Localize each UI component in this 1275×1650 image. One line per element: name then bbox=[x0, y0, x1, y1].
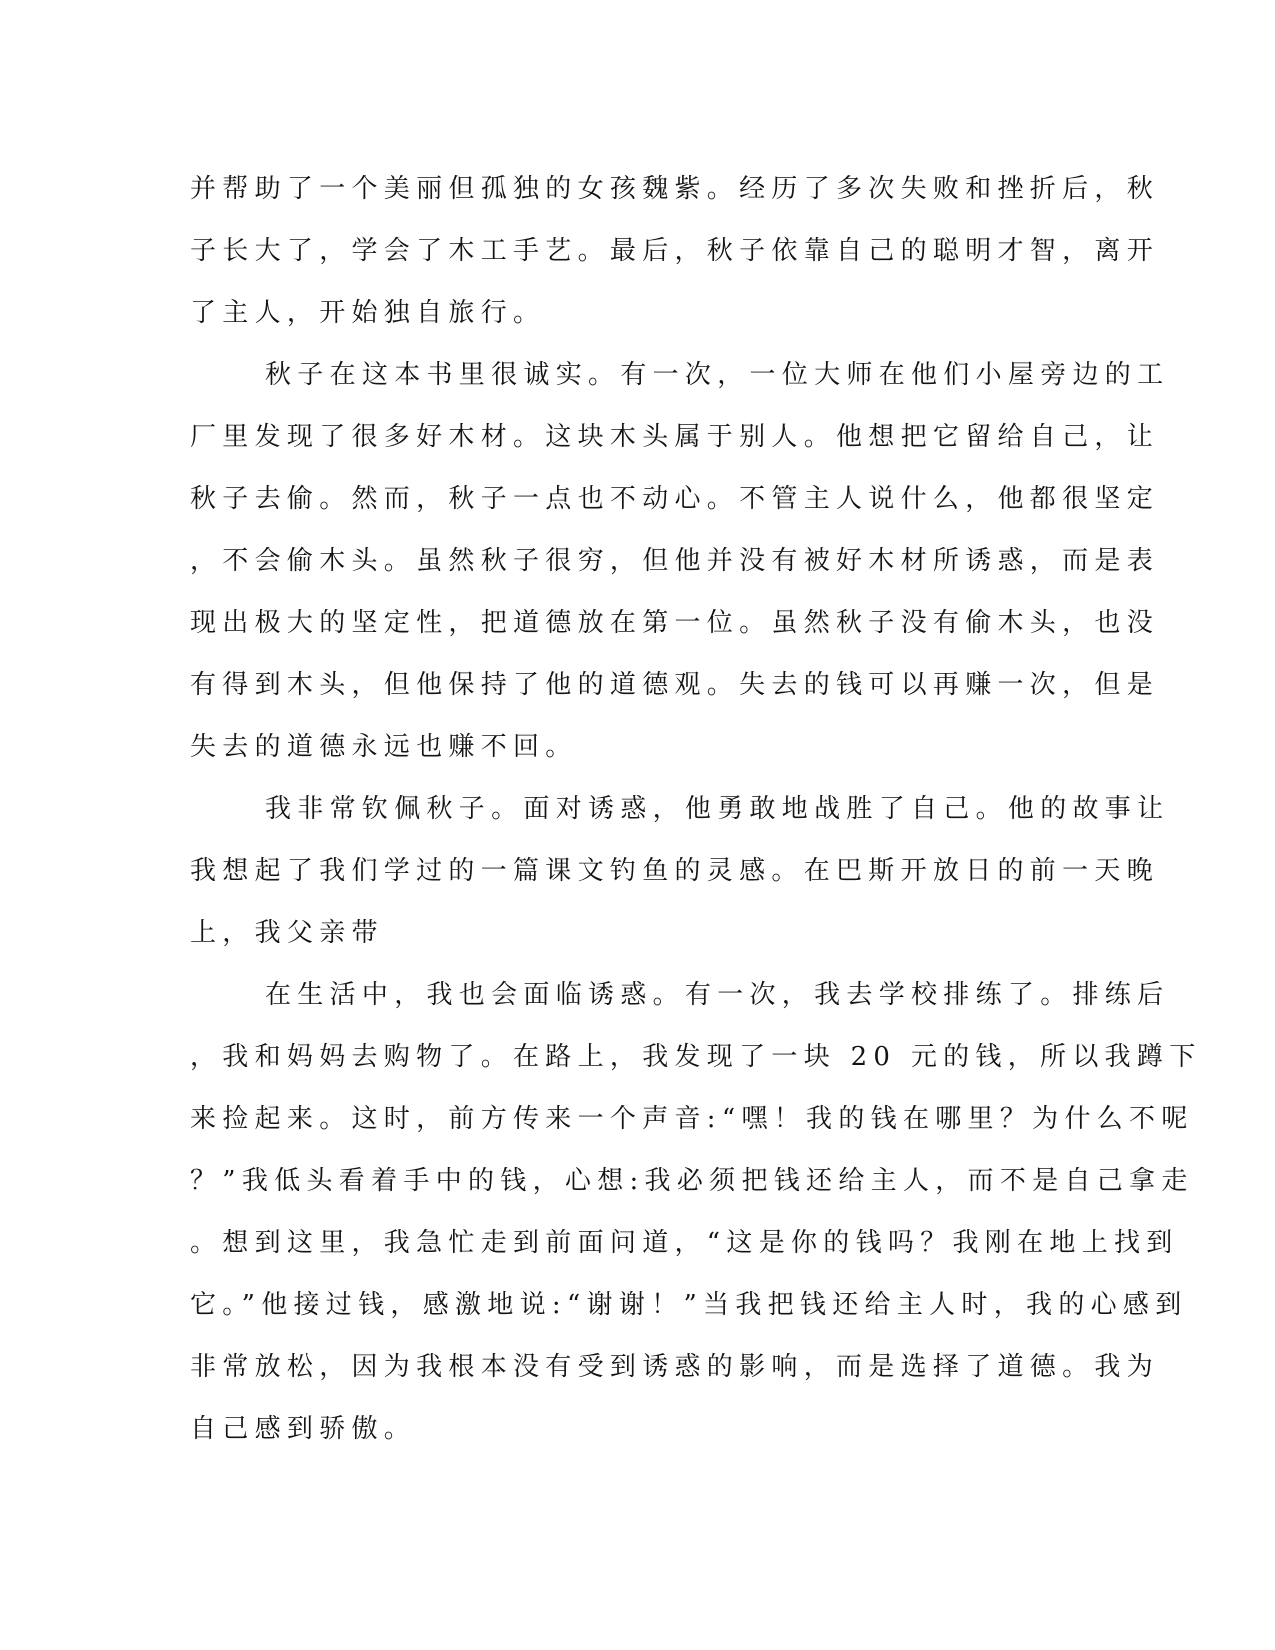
body-text bbox=[190, 158, 1202, 1460]
text-line: 了主人，开始独自旅行。 bbox=[190, 298, 546, 328]
text-line: 失去的道德永远也赚不回。 bbox=[190, 732, 578, 762]
text-line: 并帮助了一个美丽但孤独的女孩魏紫。经历了多次失败和挫折后，秋 bbox=[190, 174, 1160, 204]
text-line: ，我和妈妈去购物了。在路上，我发现了一块 20 元的钱，所以我蹲下 bbox=[190, 1042, 1202, 1072]
text-line: 秋子去偷。然而，秋子一点也不动心。不管主人说什么，他都很坚定 bbox=[190, 484, 1160, 514]
text-line: 上，我父亲带 bbox=[190, 918, 384, 948]
paragraph-2 bbox=[190, 344, 1170, 778]
text-line: 我非常钦佩秋子。面对诱惑，他勇敢地战胜了自己。他的故事让 bbox=[265, 794, 1170, 824]
text-line: 我想起了我们学过的一篇课文钓鱼的灵感。在巴斯开放日的前一天晚 bbox=[190, 856, 1160, 886]
paragraph-3 bbox=[190, 778, 1170, 964]
text-line: 厂里发现了很多好木材。这块木头属于别人。他想把它留给自己，让 bbox=[190, 422, 1160, 452]
text-line: ？”我低头看着手中的钱，心想:我必须把钱还给主人，而不是自己拿走 bbox=[190, 1166, 1194, 1196]
text-line: 自己感到骄傲。 bbox=[190, 1414, 417, 1444]
text-line: 非常放松，因为我根本没有受到诱惑的影响，而是选择了道德。我为 bbox=[190, 1352, 1160, 1382]
paragraph-1 bbox=[190, 158, 1160, 344]
text-line: 来捡起来。这时，前方传来一个声音:“嘿！我的钱在哪里？为什么不呢 bbox=[190, 1104, 1194, 1134]
paragraph-4 bbox=[190, 964, 1202, 1460]
text-line: 秋子在这本书里很诚实。有一次，一位大师在他们小屋旁边的工 bbox=[265, 360, 1170, 390]
text-line: 在生活中，我也会面临诱惑。有一次，我去学校排练了。排练后 bbox=[265, 980, 1170, 1010]
text-line: ，不会偷木头。虽然秋子很穷，但他并没有被好木材所诱惑，而是表 bbox=[190, 546, 1160, 576]
text-line: 。想到这里，我急忙走到前面问道，“这是你的钱吗？我刚在地上找到 bbox=[190, 1228, 1179, 1258]
text-line: 子长大了，学会了木工手艺。最后，秋子依靠自己的聪明才智，离开 bbox=[190, 236, 1160, 266]
text-line: 它。”他接过钱，感激地说:“谢谢！”当我把钱还给主人时，我的心感到 bbox=[190, 1290, 1188, 1320]
text-line: 现出极大的坚定性，把道德放在第一位。虽然秋子没有偷木头，也没 bbox=[190, 608, 1160, 638]
text-line: 有得到木头，但他保持了他的道德观。失去的钱可以再赚一次，但是 bbox=[190, 670, 1160, 700]
